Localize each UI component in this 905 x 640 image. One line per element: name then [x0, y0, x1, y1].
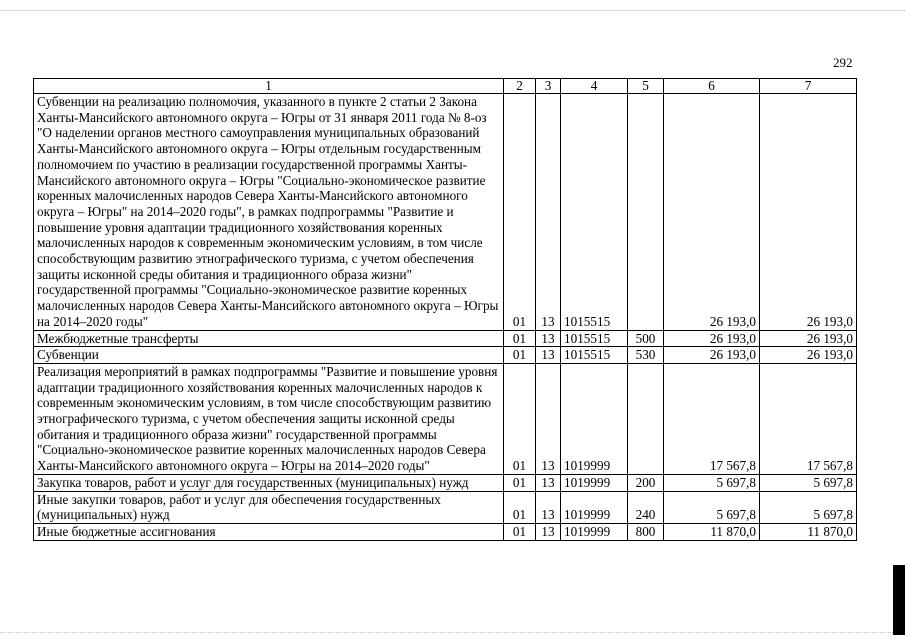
- table-row: [34, 94, 857, 331]
- table-row: [34, 523, 857, 540]
- row-section: 01: [504, 94, 536, 331]
- row-target-code: 1019999: [561, 491, 628, 523]
- row-section: 01: [504, 523, 536, 540]
- row-target-code: 1019999: [561, 523, 628, 540]
- row-target-code: 1015515: [561, 347, 628, 364]
- row-section: 01: [504, 491, 536, 523]
- header-col-4: 4: [561, 79, 628, 94]
- row-name: Закупка товаров, работ и услуг для государственных (муниципальных) нужд: [34, 474, 504, 491]
- row-expense-type: [628, 94, 664, 331]
- header-col-7: 7: [760, 79, 857, 94]
- row-amount-7: 11 870,0: [760, 523, 857, 540]
- row-subsection: 13: [536, 363, 561, 474]
- row-amount-6: 26 193,0: [664, 347, 760, 364]
- row-target-code: 1019999: [561, 363, 628, 474]
- row-amount-7: 26 193,0: [760, 94, 857, 331]
- row-subsection: 13: [536, 491, 561, 523]
- header-col-2: 2: [504, 79, 536, 94]
- row-amount-6: 26 193,0: [664, 94, 760, 331]
- header-col-1: 1: [34, 79, 504, 94]
- page-number: 292: [833, 55, 853, 70]
- header-col-3: 3: [536, 79, 561, 94]
- row-subsection: 13: [536, 474, 561, 491]
- row-expense-type: 530: [628, 347, 664, 364]
- row-amount-6: 26 193,0: [664, 330, 760, 347]
- row-subsection: 13: [536, 523, 561, 540]
- row-expense-type: 800: [628, 523, 664, 540]
- row-section: 01: [504, 347, 536, 364]
- table-row: [34, 330, 857, 347]
- table-row: [34, 491, 857, 523]
- scan-artifact-top: [0, 10, 905, 13]
- table-row: [34, 347, 857, 364]
- row-subsection: 13: [536, 94, 561, 331]
- row-name: Иные закупки товаров, работ и услуг для обеспечения государственных (муниципальных) нужд: [34, 491, 504, 523]
- row-amount-7: 26 193,0: [760, 347, 857, 364]
- row-subsection: 13: [536, 347, 561, 364]
- header-col-5: 5: [628, 79, 664, 94]
- table-row: [34, 474, 857, 491]
- row-amount-7: 26 193,0: [760, 330, 857, 347]
- header-col-6: 6: [664, 79, 760, 94]
- scan-artifact-bottom: [0, 632, 905, 635]
- budget-table: [33, 78, 857, 541]
- row-target-code: 1015515: [561, 94, 628, 331]
- row-amount-7: 5 697,8: [760, 491, 857, 523]
- row-name: Иные бюджетные ассигнования: [34, 523, 504, 540]
- row-expense-type: 240: [628, 491, 664, 523]
- row-expense-type: 200: [628, 474, 664, 491]
- row-amount-6: 5 697,8: [664, 491, 760, 523]
- table-row: [34, 363, 857, 474]
- row-name: Субвенции на реализацию полномочия, указанного в пункте 2 статьи 2 Закона Ханты-Мансийского автономного округа – Югры от 31 января 2011 года № 8-оз "О наделении органов местного самоуправления муниципальных образований Ханты-Мансийского автономного округа – Югры отдельным государственным полномочием по участию в реализации государственной программы Ханты-Мансийского автономного округа – Югры "Социально-экономическое развитие коренных малочисленных народов Севера Ханты-Мансийского автономного округа – Югры" на 2014–2020 годы", в рамках подпрограммы "Развитие и повышение уровня адаптации традиционного хозяйствования коренных малочисленных народов к современным экономическим условиям, в том числе способствующим развитию этнографического туризма, с учетом обеспечения защиты исконной среды обитания и традиционного образа жизни" государственной программы "Социально-экономическое развитие коренных малочисленных народов Севера Ханты-Мансийского автономного округа – Югры на 2014–2020 годы": [34, 94, 504, 331]
- header-row: [34, 79, 857, 94]
- row-name: Межбюджетные трансферты: [34, 330, 504, 347]
- row-amount-6: 17 567,8: [664, 363, 760, 474]
- row-section: 01: [504, 474, 536, 491]
- row-name: Субвенции: [34, 347, 504, 364]
- row-target-code: 1015515: [561, 330, 628, 347]
- row-subsection: 13: [536, 330, 561, 347]
- row-section: 01: [504, 330, 536, 347]
- row-amount-6: 11 870,0: [664, 523, 760, 540]
- row-name: Реализация мероприятий в рамках подпрограммы "Развитие и повышение уровня адаптации традиционного хозяйствования коренных малочисленных народов к современным экономическим условиям, в том числе способствующим развитию этнографического туризма, с учетом обеспечения защиты исконной среды обитания и традиционного образа жизни" государственной программы "Социально-экономическое развитие коренных малочисленных народов Севера Ханты-Мансийского автономного округа – Югры на 2014–2020 годы": [34, 363, 504, 474]
- row-amount-7: 17 567,8: [760, 363, 857, 474]
- row-expense-type: 500: [628, 330, 664, 347]
- scan-edge-shadow: [893, 565, 905, 635]
- row-amount-6: 5 697,8: [664, 474, 760, 491]
- row-target-code: 1019999: [561, 474, 628, 491]
- row-section: 01: [504, 363, 536, 474]
- row-amount-7: 5 697,8: [760, 474, 857, 491]
- row-expense-type: [628, 363, 664, 474]
